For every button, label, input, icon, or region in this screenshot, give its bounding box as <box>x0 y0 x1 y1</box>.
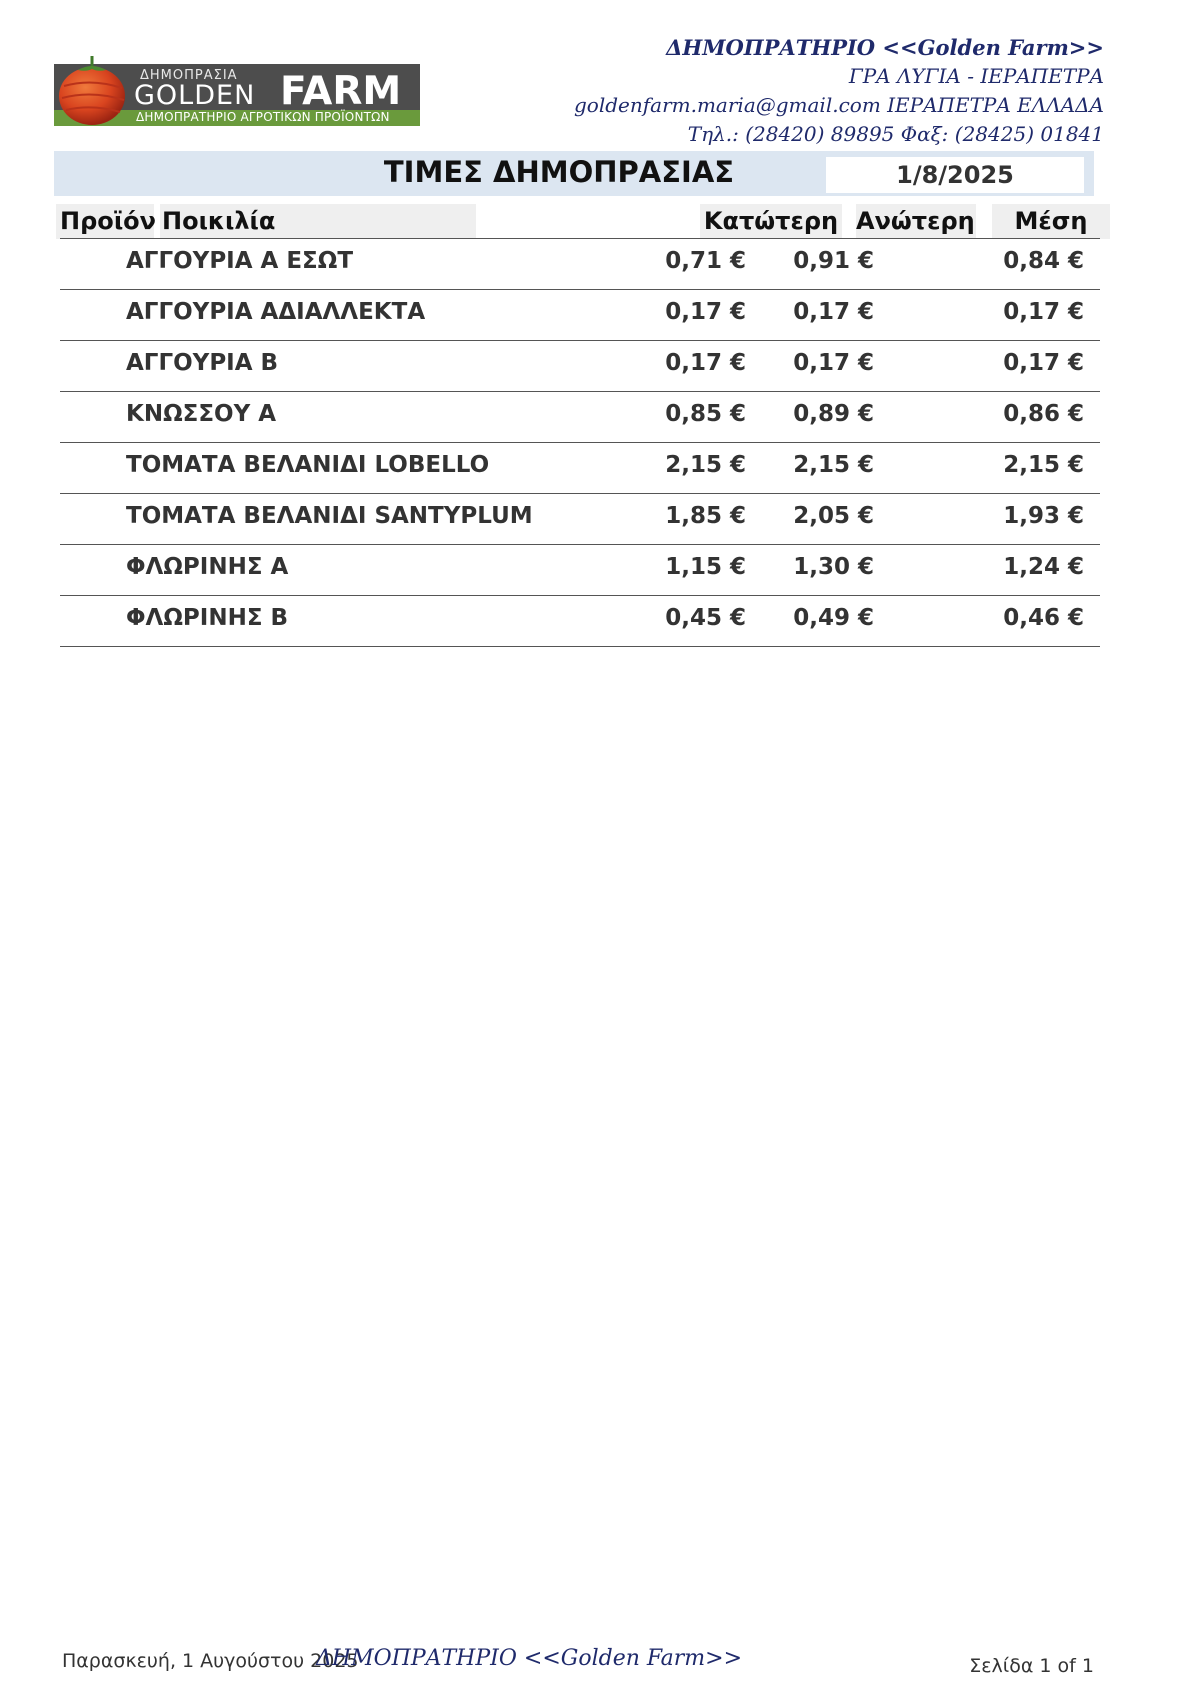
variety-cell: ΑΓΓΟΥΡΙΑ Α ΕΣΩΤ <box>126 248 354 274</box>
high-price-cell: 2,05 € <box>793 503 874 529</box>
low-price-cell: 0,45 € <box>665 605 746 631</box>
avg-price-cell: 1,93 € <box>1003 503 1084 529</box>
high-price-cell: 2,15 € <box>793 452 874 478</box>
high-price-cell: 0,89 € <box>793 401 874 427</box>
low-price-cell: 0,71 € <box>665 248 746 274</box>
low-price-cell: 0,17 € <box>665 299 746 325</box>
table-row <box>60 290 1100 341</box>
table-row <box>60 341 1100 392</box>
table-row <box>60 596 1100 647</box>
low-price-cell: 1,15 € <box>665 554 746 580</box>
auction-date: 1/8/2025 <box>826 157 1084 193</box>
company-phones: Τηλ.: (28420) 89895 Φαξ: (28425) 01841 <box>687 122 1104 146</box>
footer-date: Παρασκευή, 1 Αυγούστου 2025 <box>62 1650 359 1672</box>
avg-price-cell: 0,86 € <box>1003 401 1084 427</box>
variety-cell: ΤΟΜΑΤΑ ΒΕΛΑΝΙΔΙ LOBELLO <box>126 452 490 478</box>
table-row <box>60 545 1100 596</box>
company-email-city: goldenfarm.maria@gmail.com ΙΕΡΑΠΕΤΡΑ ΕΛΛΑΔΑ <box>574 93 1104 117</box>
high-price-cell: 1,30 € <box>793 554 874 580</box>
column-header-avg: Μέση <box>992 204 1110 239</box>
company-logo <box>54 50 420 126</box>
logo-top-text: ΔΗΜΟΠΡΑΣΙΑ <box>140 68 238 83</box>
company-address: ΓΡΑ ΛΥΓΙΑ - ΙΕΡΑΠΕΤΡΑ <box>848 64 1104 88</box>
variety-cell: ΤΟΜΑΤΑ ΒΕΛΑΝΙΔΙ SANTYPLUM <box>126 503 533 529</box>
avg-price-cell: 1,24 € <box>1003 554 1084 580</box>
high-price-cell: 0,17 € <box>793 350 874 376</box>
logo-golden-text: GOLDEN <box>134 80 256 111</box>
avg-price-cell: 0,17 € <box>1003 350 1084 376</box>
variety-cell: ΑΓΓΟΥΡΙΑ Β <box>126 350 279 376</box>
company-contact <box>574 33 1104 149</box>
low-price-cell: 0,17 € <box>665 350 746 376</box>
table-row <box>60 443 1100 494</box>
variety-cell: ΚΝΩΣΣΟΥ Α <box>126 401 277 427</box>
column-header-product: Προϊόν <box>56 204 154 239</box>
high-price-cell: 0,17 € <box>793 299 874 325</box>
avg-price-cell: 0,17 € <box>1003 299 1084 325</box>
low-price-cell: 2,15 € <box>665 452 746 478</box>
avg-price-cell: 0,46 € <box>1003 605 1084 631</box>
low-price-cell: 1,85 € <box>665 503 746 529</box>
column-header-high: Ανώτερη <box>856 204 976 239</box>
avg-price-cell: 2,15 € <box>1003 452 1084 478</box>
price-table <box>60 239 1100 647</box>
tomato-icon <box>56 50 130 126</box>
variety-cell: ΦΛΩΡΙΝΗΣ Β <box>126 605 289 631</box>
footer-company: ΔΗΜΟΠΡΑΤΗΡΙΟ <<Golden Farm>> <box>316 1646 743 1671</box>
table-row <box>60 239 1100 290</box>
avg-price-cell: 0,84 € <box>1003 248 1084 274</box>
variety-cell: ΑΓΓΟΥΡΙΑ ΑΔΙΑΛΛΕΚΤΑ <box>126 299 426 325</box>
table-row <box>60 494 1100 545</box>
logo-subtitle: ΔΗΜΟΠΡΑΤΗΡΙΟ ΑΓΡΟΤΙΚΩΝ ΠΡΟΪΟΝΤΩΝ <box>136 110 390 124</box>
column-header-variety: Ποικιλία <box>160 204 476 239</box>
high-price-cell: 0,91 € <box>793 248 874 274</box>
page-title: ΤΙΜΕΣ ΔΗΜΟΠΡΑΣΙΑΣ <box>383 155 735 189</box>
logo-farm-text: FARM <box>280 69 402 114</box>
table-row <box>60 392 1100 443</box>
title-band <box>54 151 1094 196</box>
column-header-low: Κατώτερη <box>700 204 842 239</box>
low-price-cell: 0,85 € <box>665 401 746 427</box>
high-price-cell: 0,49 € <box>793 605 874 631</box>
footer-page-number: Σελίδα 1 of 1 <box>969 1655 1094 1677</box>
company-name: ΔΗΜΟΠΡΑΤΗΡΙΟ <<Golden Farm>> <box>666 35 1104 60</box>
variety-cell: ΦΛΩΡΙΝΗΣ Α <box>126 554 289 580</box>
